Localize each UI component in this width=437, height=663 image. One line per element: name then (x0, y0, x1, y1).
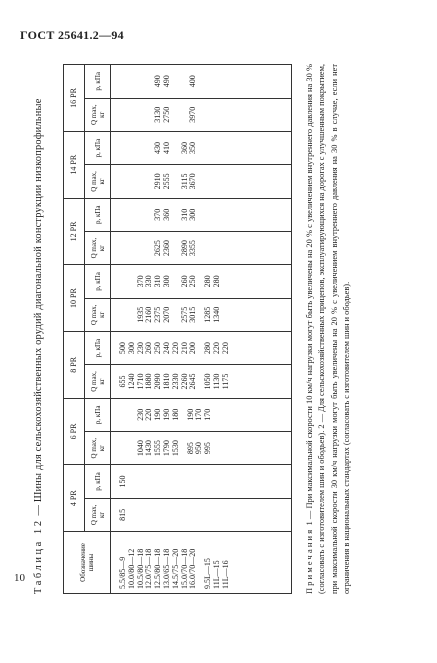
group-header-12pr: 12 PR (64, 198, 85, 265)
table-caption (32, 64, 45, 594)
data-column-10pr-q: 1935 2160 2375 2070 2575 3015 1285 1340 (111, 298, 292, 331)
designation-cell (111, 532, 292, 594)
data-column-14pr-q: 2910 2555 3115 3670 (111, 165, 292, 198)
designation-list-main: 5.5/85—9 10.0/80—12 10.5/80—18 12.0/75—18 12.5/80—18 13.0/65—18 14.5/75—20 15.0/70—18 16.0/70—20 (118, 548, 198, 589)
data-column-4pr-p: 150 (111, 465, 292, 498)
group-header-14pr: 14 PR (64, 131, 85, 198)
group-header-6pr: 6 PR (64, 398, 85, 465)
group-header-16pr: 16 PR (64, 65, 85, 132)
p-header: p, кПа (85, 465, 111, 498)
q-header: Q max, кг (85, 298, 111, 331)
data-column-16pr-q: 3130 2750 3970 (111, 98, 292, 131)
q-header: Q max, кг (85, 431, 111, 464)
data-column-12pr-p: 370 360 310 300 (111, 198, 292, 231)
notes-label: Примечания (305, 527, 314, 594)
p-header: p, кПа (85, 198, 111, 231)
data-column-14pr-p: 430 410 360 350 (111, 131, 292, 164)
rotated-table-block (32, 64, 404, 594)
tire-table (63, 64, 292, 594)
designation-header: Обозначение шины (64, 532, 111, 594)
group-header-10pr: 10 PR (64, 265, 85, 332)
p-header: p, кПа (85, 398, 111, 431)
data-column-8pr-q: 655 1240 1710 1880 2090 1810 2330 2260 2645 1050 1130 1175 (111, 365, 292, 398)
caption-label: Таблица 12 (33, 518, 44, 594)
notes-text: 1 — При максимальной скорости 10 км/ч нагрузки могут быть увеличены на 20 % с увеличением внутреннего давления на 30 % (согласовать с изготовителем шин и ободьев). 2 — Для сельскохозяйственных прицепов, эксплуатирующихся на дорогах с улучшенным покрытием, при максимальной скорости 30 км/ч нагрузки могут быть увеличены на 20 % с увеличением внутреннего давления на 30 % в случае, если нет ограничения в национальных стандартах (согласовать с изготовителем шин и ободьев). (305, 64, 352, 594)
q-header: Q max, кг (85, 365, 111, 398)
group-header-8pr: 8 PR (64, 331, 85, 398)
caption-text: — Шины для сельскохозяйственных орудий диагональной конструкции низкопрофильные (33, 98, 44, 519)
group-header-4pr: 4 PR (64, 465, 85, 532)
page-number: 10 (14, 572, 25, 584)
data-column-10pr-p: 370 330 310 300 260 250 280 280 (111, 265, 292, 298)
table-notes (304, 64, 354, 594)
p-header: p, кПа (85, 265, 111, 298)
data-column-8pr-p: 500 300 230 260 250 240 220 210 200 280 220 220 (111, 331, 292, 364)
q-header: Q max, кг (85, 231, 111, 264)
p-header: p, кПа (85, 331, 111, 364)
table-body-row (111, 65, 292, 594)
p-header: p, кПа (85, 131, 111, 164)
q-header: Q max, кг (85, 498, 111, 531)
data-column-4pr-q: 815 (111, 498, 292, 531)
designation-list-l-series: 9.5L—15 11L—15 11L—16 (203, 558, 230, 589)
data-column-12pr-q: 2625 2360 2890 3355 (111, 231, 292, 264)
q-header: Q max, кг (85, 165, 111, 198)
q-header: Q max, кг (85, 98, 111, 131)
data-column-16pr-p: 490 490 400 (111, 65, 292, 99)
p-header: p, кПа (85, 65, 111, 99)
data-column-6pr-p: 230 220 190 190 180 190 170 170 (111, 398, 292, 431)
document-header: ГОСТ 25641.2—94 (20, 28, 124, 42)
data-column-6pr-q: 1040 1430 1555 1790 1530 895 950 995 (111, 431, 292, 464)
